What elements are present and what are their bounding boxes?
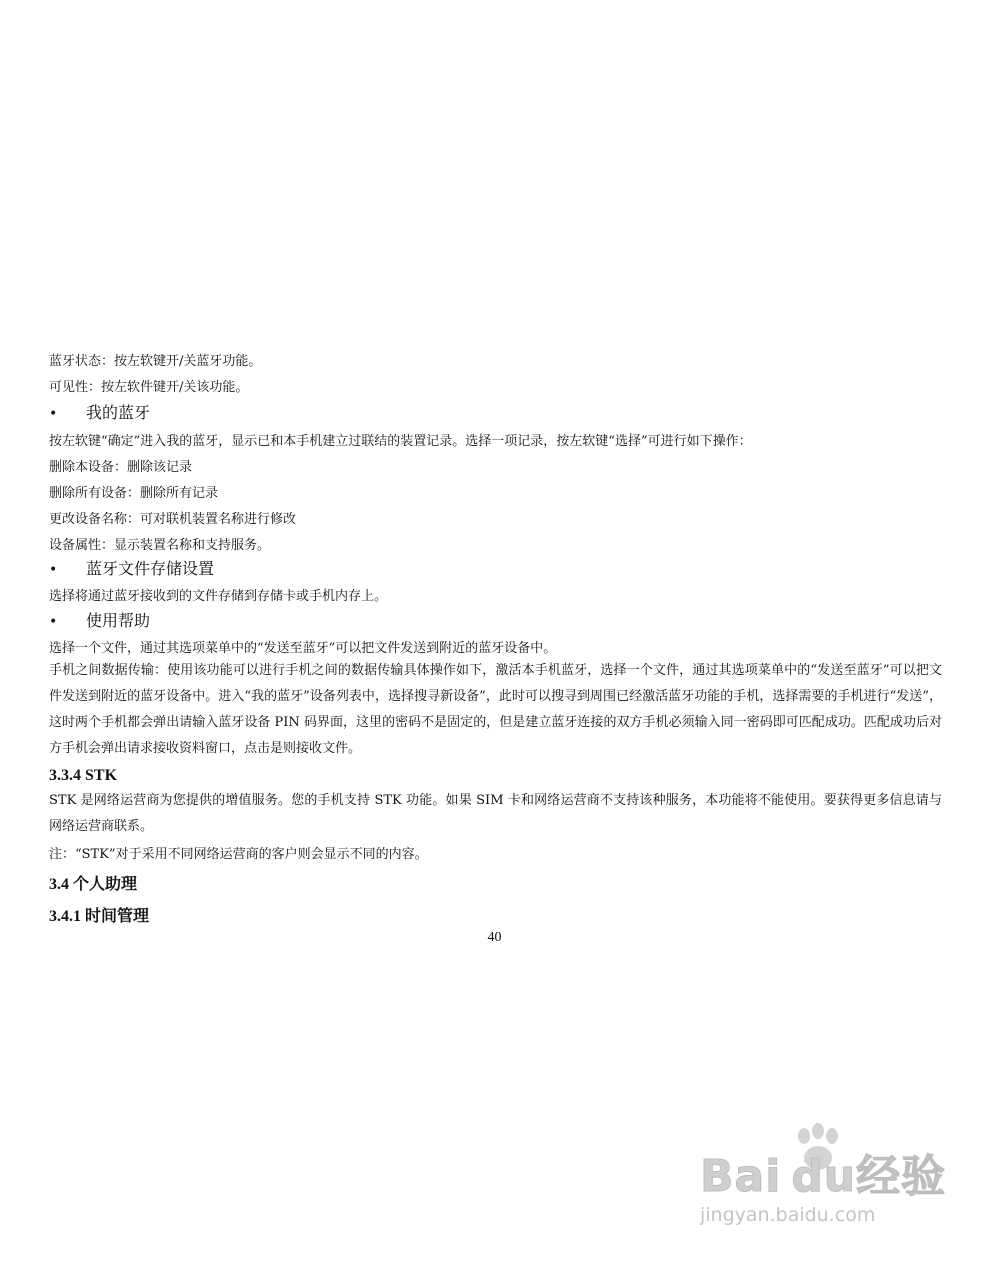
stk-paragraph: STK 是网络运营商为您提供的增值服务。您的手机支持 STK 功能。如果 SIM 卡和网络运营商不支持该种服务，本功能将不能使用。要获得更多信息请与网络运营商联系。: [49, 793, 942, 834]
bullet-dot-icon: •: [49, 406, 58, 422]
bullet-label: 使用帮助: [86, 611, 151, 630]
device-props-line: 设备属性：显示装置名称和支持服务。: [49, 538, 271, 553]
bullet-help: [49, 610, 150, 633]
rename-device-line: 更改设备名称：可对联机装置名称进行修改: [49, 512, 297, 527]
visibility-line: 可见性：按左软件键开/关该功能。: [49, 380, 249, 395]
help-desc-line: 选择一个文件，通过其选项菜单中的“发送至蓝牙”可以把文件发送到附近的蓝牙设备中。: [49, 641, 557, 656]
heading-time-management: 3.4.1 时间管理: [49, 908, 150, 925]
transfer-paragraph: 手机之间数据传输：使用该功能可以进行手机之间的数据传输具体操作如下，激活本手机蓝牙，选择一个文件，通过其选项菜单中的“发送至蓝牙”可以把文件发送到附近的蓝牙设备中。进入“我的蓝牙”设备列表中，选择搜寻新设备”，此时可以搜寻到周围已经激活蓝牙功能的手机，选择需要的手机进行“发送”，这时两个手机都会弹出请输入蓝牙设备 PIN 码界面，这里的密码不是固定的，但是建立蓝牙连接的双方手机必须输入同一密码即可匹配成功。匹配成功后对方手机会弹出请求接收资料窗口，点击是则接收文件。: [49, 663, 942, 756]
baidu-logo-text: Bai du经验: [700, 1151, 947, 1202]
bullet-bt-storage: [49, 558, 214, 581]
my-bt-intro-line: 按左软键“确定”进入我的蓝牙，显示已和本手机建立过联结的装置记录。选择一项记录，按左软键“选择”可进行如下操作：: [49, 434, 752, 449]
bullet-dot-icon: •: [49, 614, 58, 630]
page-number: 40: [487, 930, 502, 945]
bullet-label: 蓝牙文件存储设置: [86, 559, 215, 578]
delete-all-line: 删除所有设备：删除所有记录: [49, 486, 219, 501]
bullet-label: 我的蓝牙: [86, 403, 151, 422]
watermark-url: jingyan.baidu.com: [700, 1204, 876, 1226]
stk-note-line: 注：“STK”对于采用不同网络运营商的客户则会显示不同的内容。: [49, 847, 428, 862]
storage-desc-line: 选择将通过蓝牙接收到的文件存储到存储卡或手机内存上。: [49, 589, 388, 604]
heading-stk: 3.3.4 STK: [49, 767, 118, 784]
heading-personal-assistant: 3.4 个人助理: [49, 876, 138, 893]
delete-device-line: 删除本设备：删除该记录: [49, 460, 193, 475]
bullet-my-bluetooth: [49, 402, 150, 425]
bullet-dot-icon: •: [49, 562, 58, 578]
bt-status-line: 蓝牙状态：按左软键开/关蓝牙功能。: [49, 354, 262, 369]
baidu-watermark: [700, 1120, 960, 1250]
